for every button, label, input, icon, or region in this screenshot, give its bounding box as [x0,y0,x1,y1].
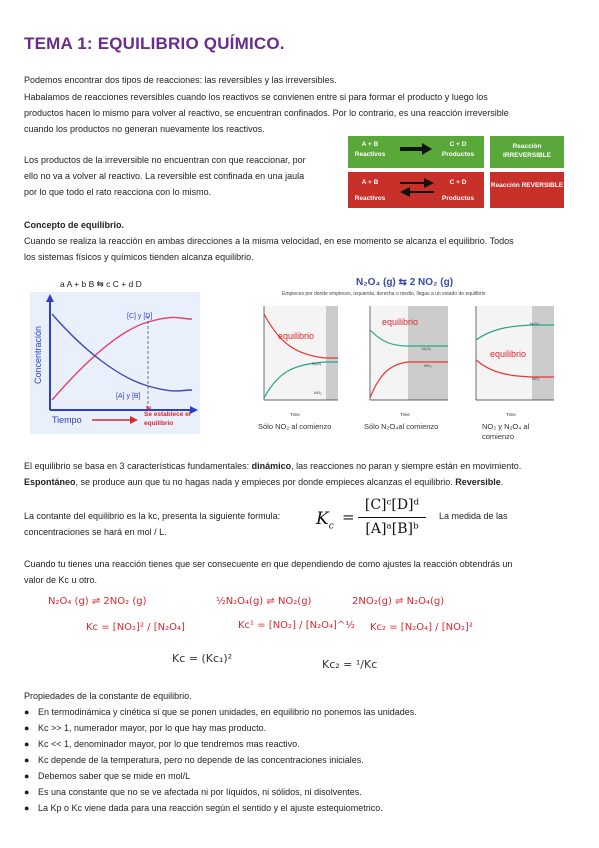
graph-3-caption: NO₂ y N₂O₄ al comienzo [482,422,530,441]
hw-kc-2: Kc¹ = [NO₂] / [N₂O₄]^½ [238,620,355,631]
bullet-icon: ● [24,723,30,733]
rev-reactants: A + B [361,179,379,186]
rev-products: C + D [449,179,467,186]
list-item [24,800,584,817]
concept-line-1: Cuando se realiza la reacción en ambas direcciones a la misma velocidad, en ese momento se alcanza el equilibrio. Todos [24,236,514,246]
graph-1-axis-x: Time [290,412,300,417]
bullet-icon: ● [24,755,30,765]
graph-3-series-b: NO₂ [532,376,540,381]
irrev-type: Reacción IRREVERSIBLE [490,136,564,168]
graph-2-eq-label: equilibrio [382,317,419,327]
kc-formula-equals: = [342,508,355,526]
graph-2-series-a: N₂O₄ [422,346,432,351]
hw-relation-1: Kc = (Kc₁)² [172,652,233,665]
kc-formula-k: K [316,509,329,529]
graph-1-eq-label: equilibrio [278,331,315,341]
dinamico-term: dinámico [251,461,292,471]
kc-text-after: La medida de las [439,511,508,521]
concept-heading: Concepto de equilibrio. [24,220,125,230]
page-title: TEMA 1: EQUILIBRIO QUÍMICO. [24,34,285,53]
list-item [24,768,584,785]
graph-1-caption: Sólo NO₂ al comienzo [258,422,332,431]
irreversible-line-2: ello no va a volver al reactivo. La reversible est confinada en una jaula [24,171,305,181]
hw-reaction-2: ½N₂O₄(g) ⇌ NO₂(g) [216,596,312,607]
left-graph-x-label: Tiempo [52,415,82,425]
list-item [24,704,584,721]
intro-line-4: cuando los productos no generan nuevamente los reactivos. [24,124,265,134]
characteristics-text-3: , se produce aun que tu no hagas nada y empieces por donde empieces alcanzas el equilibrio. [75,477,456,487]
graph-2-caption: Sólo N₂O₄al comienzo [364,422,439,431]
graph-3-eq-label: equilibrio [490,349,527,359]
graph-2-axis-x: Time [400,412,410,417]
list-item-text: Kc >> 1, numerador mayor, por lo que hay mas producto. [38,723,267,733]
consequence-line-2: valor de Kc u otro. [24,575,98,585]
irrev-arrow-icon [400,141,434,157]
graph-1-series-b: NO₂ [314,390,322,395]
left-graph-y-label: Concentración [33,325,43,385]
properties-heading: Propiedades de la constante de equilibrio. [24,691,192,701]
rev-reactants-label: Reactivos [354,195,386,202]
irreversible-line-3: por lo que todo el rato reacciona con lo mismo. [24,187,212,197]
left-graph-upper-label: [C] y [D] [127,313,153,320]
characteristics-end: . [500,477,504,487]
list-item-text: Kc depende de la temperatura, pero no depende de las concentraciones iniciales. [38,755,364,765]
left-graph-x-arrow-icon [92,416,140,424]
intro-line-2: Habalamos de reacciones reversibles cuando los reactivos se convienen entre si para formar el producto y luego los [24,92,488,102]
kc-formula-lhs [316,510,334,535]
hw-relation-2: Kc₂ = ¹/Kc [322,658,378,671]
hw-reaction-1: N₂O₄ (g) ⇌ 2NO₂ (g) [48,596,147,607]
list-item [24,720,584,737]
list-item [24,736,584,753]
irrev-products: C + D [449,141,467,148]
kc-formula-fraction-bar [358,517,426,518]
intro-line-1: Podemos encontrar dos tipos de reacciones: las reversibles y las irreversibles. [24,75,337,85]
reversible-term: Reversible [455,477,501,487]
irreversible-line-1: Los productos de la irreversible no encuentran con que reaccionar, por [24,155,306,165]
hw-kc-1: Kc = [NO₂]² / [N₂O₄] [86,622,185,633]
bullet-icon: ● [24,803,30,813]
intro-line-3: productos hacen lo mismo para volver al reactivo, se encuentran confinados. Por lo contrario, es una reacción irreversible [24,108,509,118]
graph-1 [258,300,348,417]
right-graphs-subtitle: Empieces por donde empieces, izquierda, derecha o medio, llegas a un estado de equilibrio [282,291,486,297]
right-graphs-equation: N₂O₄ (g) ⇆ 2 NO₂ (g) [356,277,454,288]
consequence-line-1: Cuando tu tienes una reacción tienes que ser consecuente en que dependiendo de como ajustes la reacción obtendrás un [24,559,513,569]
list-item [24,752,584,769]
rev-arrows-icon [398,177,436,197]
irrev-reactants-label: Reactivos [354,151,386,158]
list-item [24,784,584,801]
list-item-text: Es una constante que no se ve afectada ni por líquidos, ni sólidos, ni disolventes. [38,787,362,797]
kc-formula [316,498,426,542]
left-graph-note: Se establece el equilibrio [144,411,191,427]
graph-3-axis-x: Time [506,412,516,417]
bullet-icon: ● [24,707,30,717]
kc-text-1: La contante del equilibrio es la kc, presenta la siguiente formula: [24,511,281,521]
characteristics-text: El equilibrio se basa en 3 características fundamentales: [24,461,252,471]
list-item-text: La Kp o Kc viene dada para una reacción según el sentido y el ajuste estequiometrico. [38,803,383,813]
graph-2-series-b: NO₂ [424,363,432,368]
rev-products-label: Productos [441,195,475,202]
graph-1-svg [258,300,348,412]
left-graph-lower-label: [A] y [B] [116,393,141,400]
characteristics-text-2: , las reacciones no paran y siempre están en movimiento. [291,461,522,471]
graph-3 [470,300,560,417]
bullet-icon: ● [24,739,30,749]
list-item-text: Kc << 1, denominador mayor, por lo que tendremos mas reactivo. [38,739,300,749]
irrev-products-label: Productos [441,151,475,158]
left-graph-equation: a A + b B ⇆ c C + d D [60,279,142,289]
list-item-text: En termodinámica y cinética si que se ponen unidades, en equilibrio no ponemos las unidades. [38,707,417,717]
bullet-icon: ● [24,771,30,781]
hw-kc-3: Kc₂ = [N₂O₄] / [NO₂]² [370,622,473,633]
characteristics-line-2 [24,474,580,491]
left-graph-marker: te [146,406,152,412]
espontaneo-term: Espontáneo [24,477,76,487]
kc-text-2: concentraciones se hará en mol / L. [24,527,167,537]
kc-formula-denominator: [A]ᵃ[B]ᵇ [365,521,419,537]
graph-1-series-a: N₂O₄ [312,361,322,366]
kc-formula-numerator: [C]ᶜ[D]ᵈ [364,497,420,513]
left-graph [30,292,200,434]
characteristics-line-1 [24,458,580,475]
kc-formula-k-sub: c [328,521,334,532]
concept-line-2: los sistemas físicos y químicos tienden alcanza equilibrio. [24,252,254,262]
list-item-text: Debemos saber que se mide en mol/L [38,771,191,781]
bullet-icon: ● [24,787,30,797]
irrev-reactants: A + B [361,141,379,148]
graph-2 [364,300,454,417]
rev-type: Reacción REVERSIBLE [490,172,564,208]
graph-3-series-a: N₂O₄ [530,321,540,326]
hw-reaction-3: 2NO₂(g) ⇌ N₂O₄(g) [352,596,445,607]
